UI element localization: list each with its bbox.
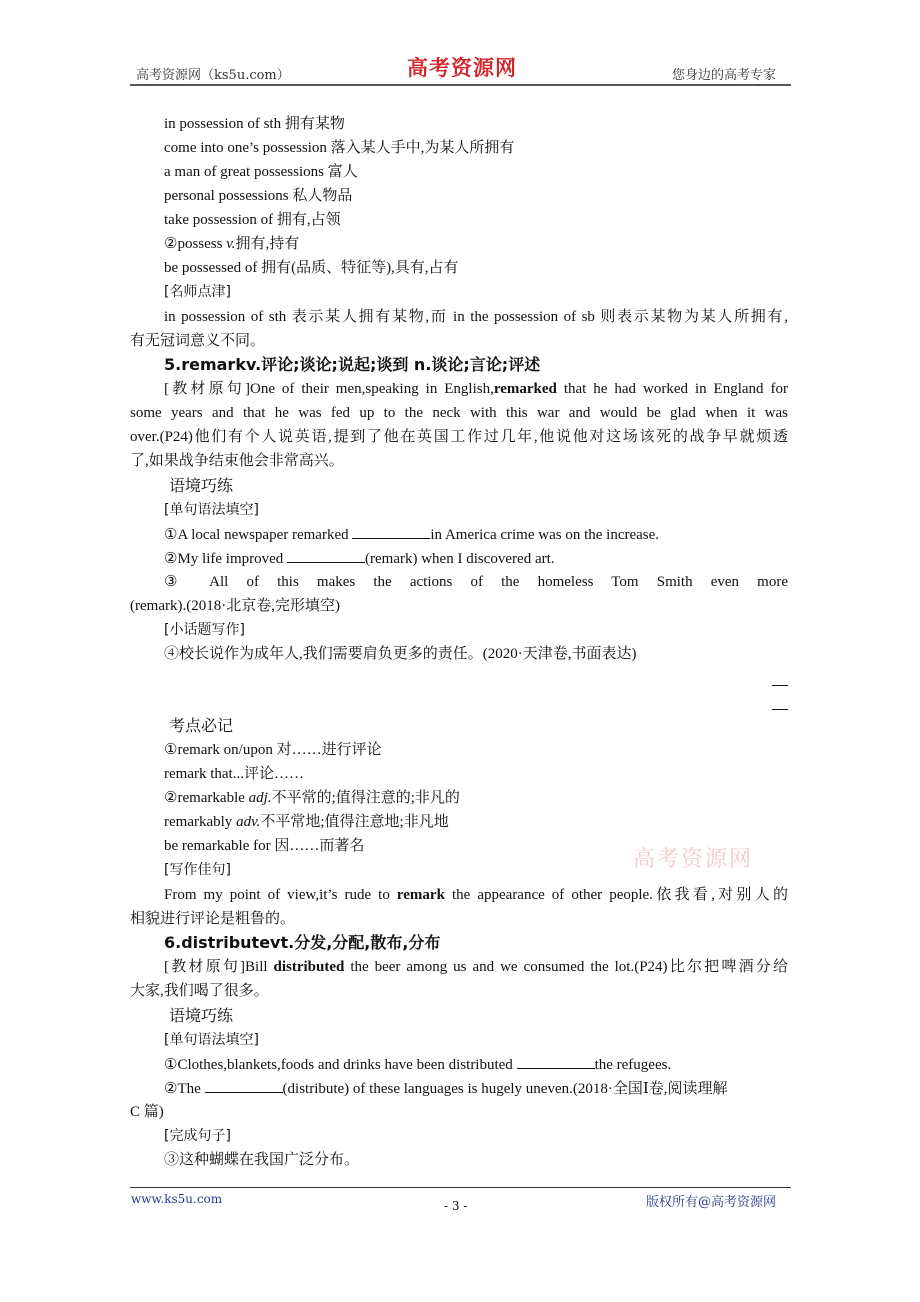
text: ①A local newspaper remarked — [164, 527, 353, 543]
text: (distribute) of these languages is hugely uneven.(2018·全国Ⅰ卷,阅读理解 — [282, 1081, 728, 1097]
text-line: ①remark on/upon 对……进行评论 — [164, 742, 382, 758]
question — [164, 548, 555, 568]
text: distributed — [273, 959, 345, 975]
text-line: some years and that he was fed up to the neck with this war and would be glad when it was — [130, 405, 788, 421]
entry-heading: 5.remarkv.评论;谈论;说起;谈到 n.谈论;言论;评述 — [164, 355, 541, 374]
text: remarkably — [164, 814, 237, 830]
text: 拥有,持有 — [235, 236, 300, 252]
text: ②remarkable — [164, 790, 249, 806]
question: ④校长说作为成年人,我们需要肩负更多的责任。(2020·天津卷,书面表达) — [164, 646, 637, 662]
text: that he had worked in England for — [556, 381, 788, 397]
text-line — [164, 885, 788, 905]
text: in America crime was on the increase. — [430, 527, 660, 543]
section-label: [小话题写作] — [164, 622, 245, 638]
text: ②possess — [164, 236, 227, 252]
text-line: 了,如果战争结束他会非常高兴。 — [130, 453, 344, 469]
text-line: in possession of sth 表示某人拥有某物,而 in the possession of sb 则表示某物为某人所拥有, — [164, 309, 788, 325]
text-line: take possession of 拥有,占领 — [164, 212, 341, 228]
footer-copyright: 版权所有@高考资源网 — [646, 1195, 777, 1210]
subheading: 语境巧练 — [169, 476, 234, 495]
text: ②My life improved — [164, 551, 288, 567]
answer-blank[interactable] — [205, 1078, 283, 1093]
question — [164, 1054, 671, 1074]
question — [164, 1078, 728, 1098]
text: (remark) when I discovered art. — [365, 551, 555, 567]
text: remark — [396, 887, 445, 903]
text-line: be possessed of 拥有(品质、特征等),具有,占有 — [164, 260, 459, 276]
answer-blank[interactable] — [287, 548, 365, 563]
text: From my point of view,it’s rude to — [164, 887, 397, 903]
text: v. — [226, 236, 236, 252]
text-line: in possession of sth 拥有某物 — [164, 116, 345, 132]
text-line — [164, 379, 788, 399]
text: 不平常地;值得注意地;非凡地 — [260, 814, 449, 830]
text-line: remark that...评论…… — [164, 766, 304, 782]
text-line — [164, 812, 449, 832]
text-line: (remark).(2018·北京卷,完形填空) — [130, 598, 340, 614]
answer-blank[interactable] — [517, 1054, 595, 1069]
question: ③这种蝴蝶在我国广泛分布。 — [164, 1152, 360, 1168]
entry-heading: 6.distributevt.分发,分配,散布,分布 — [164, 933, 441, 952]
question: ③ All of this makes the actions of the homeless Tom Smith even more — [164, 574, 788, 590]
text-line: a man of great possessions 富人 — [164, 164, 358, 180]
footer-link[interactable]: www.ks5u.com — [131, 1192, 223, 1206]
text: the refugees. — [594, 1057, 672, 1073]
text-line: personal possessions 私人物品 — [164, 188, 353, 204]
section-label: [名师点津] — [164, 284, 231, 300]
footer-rule — [130, 1187, 791, 1188]
text-line — [164, 788, 460, 808]
answer-line[interactable] — [772, 685, 788, 686]
text-line — [164, 234, 299, 254]
text-line — [164, 957, 788, 977]
question — [164, 524, 659, 544]
subheading: 语境巧练 — [169, 1006, 234, 1025]
text-line: be remarkable for 因……而著名 — [164, 838, 365, 854]
page-number: - 3 - — [444, 1199, 468, 1213]
section-label: [完成句子] — [164, 1128, 231, 1144]
text: [教材原句]Bill — [164, 959, 274, 975]
header-logo: 高考资源网 — [407, 55, 517, 80]
section-label: [单句语法填空] — [164, 502, 259, 518]
watermark: 高考资源网 — [633, 847, 754, 872]
text-line: C 篇) — [130, 1104, 164, 1120]
header-site-name: 高考资源网（ks5u.com） — [136, 68, 290, 83]
text-line: come into one’s possession 落入某人手中,为某人所拥有 — [164, 140, 515, 156]
text: [教材原句]One of their men,speaking in English, — [164, 381, 494, 397]
answer-line[interactable] — [772, 709, 788, 710]
section-label: [单句语法填空] — [164, 1032, 259, 1048]
text: the beer among us and we consumed the lot.(P24)比尔把啤酒分给 — [344, 959, 788, 975]
header-slogan: 您身边的高考专家 — [672, 68, 777, 83]
text-line: over.(P24)他们有个人说英语,提到了他在英国工作过几年,他说他对这场该死的战争早就烦透 — [130, 429, 788, 445]
header-rule — [130, 84, 791, 86]
text: ②The — [164, 1081, 205, 1097]
text-line: 相貌进行评论是粗鲁的。 — [130, 911, 296, 927]
text: adj. — [248, 790, 272, 806]
text: remarked — [493, 381, 557, 397]
text-line: 有无冠词意义不同。 — [130, 333, 266, 349]
text: ①Clothes,blankets,foods and drinks have been distributed — [164, 1057, 517, 1073]
text: adv. — [236, 814, 261, 830]
text-line: 大家,我们喝了很多。 — [130, 983, 269, 999]
text: 不平常的;值得注意的;非凡的 — [271, 790, 460, 806]
section-label: [写作佳句] — [164, 862, 231, 878]
text: the appearance of other people.依我看,对别人的 — [444, 887, 788, 903]
subheading: 考点必记 — [169, 716, 234, 735]
answer-blank[interactable] — [352, 524, 430, 539]
